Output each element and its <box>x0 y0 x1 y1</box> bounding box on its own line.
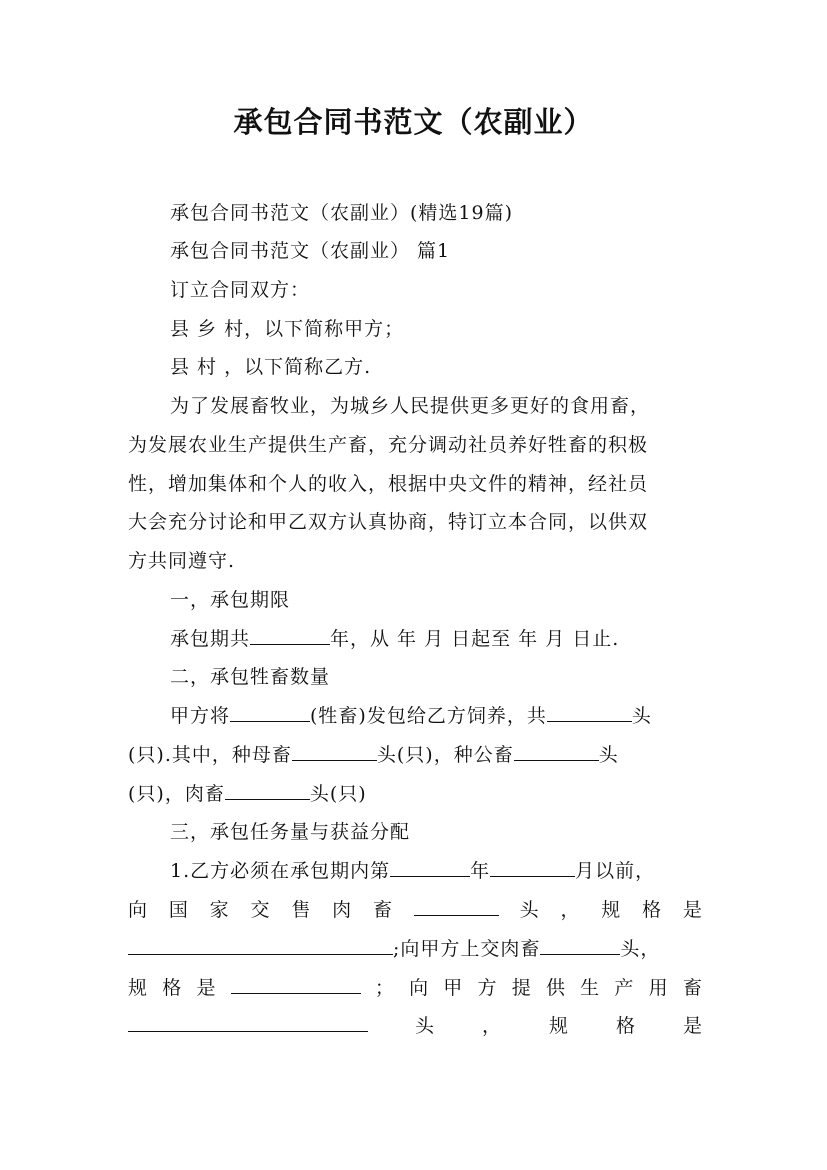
fill-blank <box>250 626 330 645</box>
text-char: 畜 <box>682 977 703 999</box>
text-char: 规 <box>128 977 149 999</box>
text-segment: (只).其中，种母畜 <box>128 744 292 766</box>
fill-blank <box>230 703 310 722</box>
text-char: 供 <box>545 977 566 999</box>
text-char: 产 <box>614 977 635 999</box>
text-line <box>170 626 703 652</box>
text-line: 订立合同双方： <box>170 279 311 301</box>
text-segment: (牲畜)发包给乙方饲养，共 <box>310 705 547 727</box>
text-segment: ;向甲方上交肉畜 <box>393 938 541 960</box>
text-segment: 头 <box>598 744 619 766</box>
text-char: 方 <box>477 977 498 999</box>
paragraph-line: 为发展农业生产提供生产畜，充分调动社员养好牲畜的积极 <box>128 434 649 456</box>
text-char: 是 <box>682 1015 703 1037</box>
paragraph-line: 方共同遵守. <box>128 550 236 572</box>
text-char: 是 <box>196 977 217 999</box>
paragraph-line: 性，增加集体和个人的收入，根据中央文件的精神，经社员 <box>128 473 649 495</box>
text-segment: 头 <box>631 705 652 727</box>
text-segment: 头， <box>620 938 661 960</box>
text-line <box>128 742 703 768</box>
text-line <box>170 703 703 729</box>
text-char: 规 <box>601 899 622 921</box>
paragraph-line: 大会充分讨论和甲乙双方认真协商，特订立本合同，以供双 <box>128 511 649 533</box>
text-char: 头 <box>414 1015 435 1037</box>
text-segment <box>170 703 652 729</box>
document-title: 承包合同书范文（农副业） <box>233 105 594 139</box>
subtitle-line: 承包合同书范文（农副业）(精选19篇) <box>170 202 514 224</box>
fill-blank <box>490 858 575 877</box>
text-segment: 头(只) <box>309 783 367 805</box>
text-char: 售 <box>291 899 312 921</box>
text-char: 生 <box>580 977 601 999</box>
text-line <box>170 858 703 884</box>
text-char: 提 <box>511 977 532 999</box>
section-heading: 二，承包牲畜数量 <box>170 666 331 688</box>
fill-blank <box>292 742 377 761</box>
text-segment: 1.乙方必须在承包期内第 <box>170 860 391 882</box>
section-heading: 三，承包任务量与获益分配 <box>170 821 411 843</box>
text-char: 畜 <box>372 899 393 921</box>
text-char: 格 <box>615 1015 636 1037</box>
text-segment: (只)，肉畜 <box>128 783 225 805</box>
justified-line <box>128 975 703 1001</box>
text-char: 头 <box>519 899 540 921</box>
text-char: 格 <box>162 977 183 999</box>
text-char: 规 <box>548 1015 569 1037</box>
text-char: 甲 <box>443 977 464 999</box>
text-char: 交 <box>250 899 271 921</box>
text-line: 县 乡 村，以下简称甲方； <box>170 318 405 340</box>
fill-blank <box>128 1013 368 1032</box>
text-char: 是 <box>682 899 703 921</box>
text-char: 向 <box>409 977 430 999</box>
text-char: 国 <box>168 899 189 921</box>
text-line <box>128 936 703 962</box>
text-segment: 年 <box>470 860 491 882</box>
text-segment: 头(只)，种公畜 <box>376 744 514 766</box>
justified-line <box>128 897 703 923</box>
fill-blank <box>128 936 393 955</box>
fill-blank <box>390 858 470 877</box>
text-char: ； <box>374 977 395 999</box>
text-char: ， <box>481 1015 502 1037</box>
fill-blank <box>231 975 361 994</box>
text-char: 肉 <box>332 899 353 921</box>
text-line: 县 村 ，以下简称乙方. <box>170 356 372 378</box>
text-char: 向 <box>128 899 149 921</box>
justified-line <box>128 1013 703 1039</box>
text-segment: 承包期共 <box>170 628 251 650</box>
fill-blank <box>514 742 599 761</box>
fill-blank <box>547 703 632 722</box>
text-char: 家 <box>209 899 230 921</box>
text-char: 格 <box>642 899 663 921</box>
fill-blank <box>540 936 620 955</box>
section-heading: 一，承包期限 <box>170 589 291 611</box>
text-segment: 年，从 年 月 日起至 年 月 日止. <box>330 628 620 650</box>
text-char: ， <box>560 899 581 921</box>
paragraph-line: 为了发展畜牧业，为城乡人民提供更多更好的食用畜， <box>170 395 651 417</box>
fill-blank <box>225 781 310 800</box>
text-char: 用 <box>648 977 669 999</box>
text-segment: 月以前， <box>575 860 656 882</box>
fill-blank <box>414 897 499 916</box>
text-line <box>128 781 703 807</box>
section-heading: 承包合同书范文（农副业） 篇1 <box>170 240 451 262</box>
text-segment: 甲方将 <box>170 705 231 727</box>
